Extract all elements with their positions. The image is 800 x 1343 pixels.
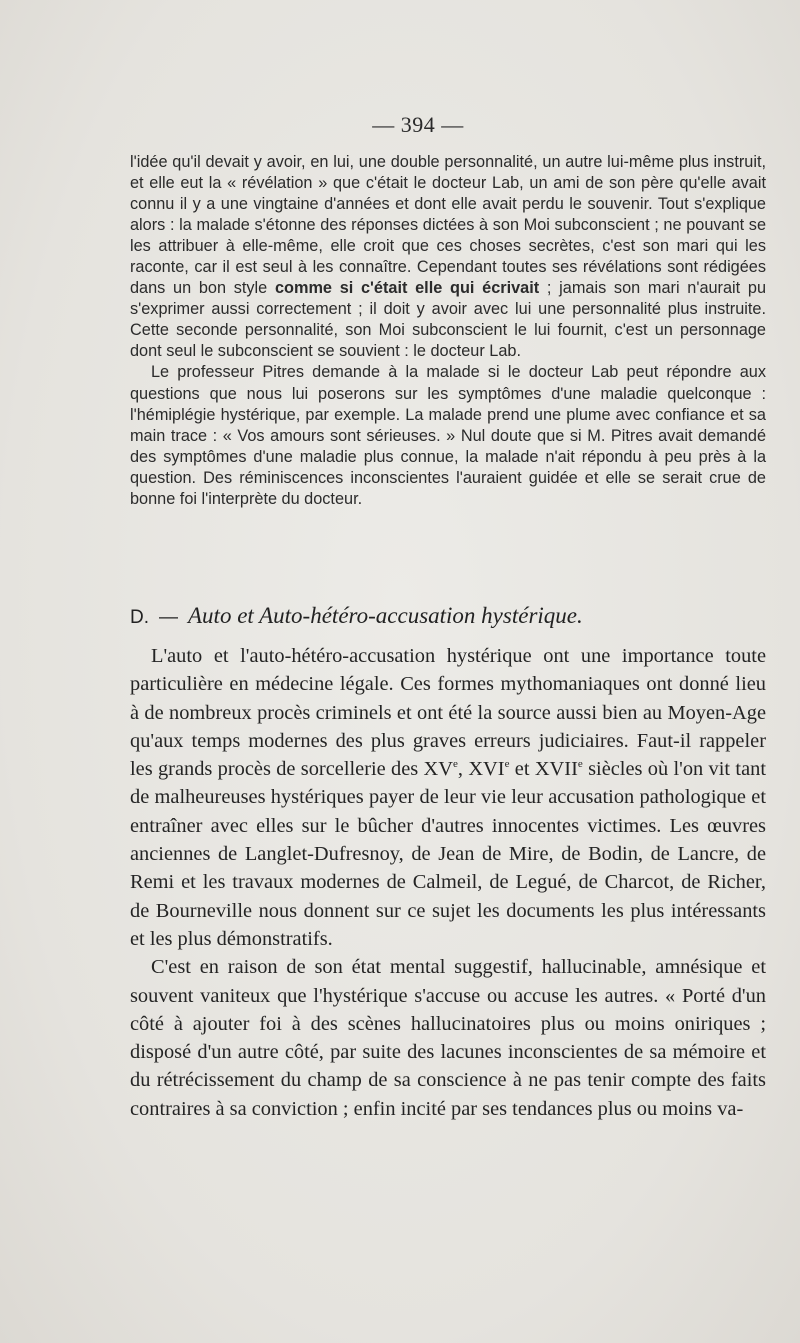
text-run: siècles où l'on vit tant de malheureuses hystériques payer de leur vie leur accusation pathologique et entraîner avec elles sur le bûcher d'autres innocentes victimes. Les œuvres anciennes de Langlet-Dufresnoy, de Jean de Mire, de Bodin, de Lancre, de Remi et les travaux modernes de Calmeil, de Legué, de Charcot, de Richer, de Bourneville nous donnent sur ce sujet les documents les plus intéressants et les plus démonstratifs.	[130, 758, 766, 950]
section-body	[130, 642, 766, 1123]
text-run: ; jamais son mari n'aurait pu s'exprimer aussi correctement ; il doit y avoir avec lui une personnalité plus instruite. Cette seconde personnalité, son Moi subconscient le lui fournit, c'est un personnage dont seul le subconscient se souvient : le docteur Lab.	[130, 279, 767, 361]
superscript: e	[504, 758, 510, 771]
paragraph-pitres-case-intro	[130, 152, 766, 362]
section-dash: —	[159, 607, 178, 628]
text-run: et XVII	[509, 758, 578, 781]
emphasized-text: comme si c'était elle qui écrivait	[274, 279, 540, 298]
section-letter: D.	[130, 607, 149, 628]
paragraph-legal-importance	[130, 642, 766, 953]
superscript: e	[453, 758, 458, 771]
text-run: L'auto et l'auto-hétéro-accusation hystérique ont une importance toute particulière en médecine légale. Ces formes mythomaniaques ont donné lieu à de nombreux procès criminels et ont été la source aussi bien au Moyen-Age qu'aux temps modernes des plus graves erreurs judiciaires. Faut-il rappeler les grands procès de sorcellerie des XV	[130, 645, 766, 781]
text-run: l'idée qu'il devait y avoir, en lui, une double personnalité, un autre lui-même plus instruit, et elle eut la « révélation » que c'était le docteur Lab, un ami de son père qu'elle avait connu il y a une vingtaine d'années et dont elle avait perdu le souvenir. Tout s'explique alors : la malade s'étonne des réponses dictées à son Moi subconscient ; ne pouvant se les attribuer à elle-même, elle croit que ces choses secrètes, c'est son mari qui les raconte, car il est seul à les connaître. Cependant toutes ses révélations sont rédigées dans un bon style	[130, 153, 766, 298]
paragraph-pitres-question	[130, 362, 766, 509]
text-run: , XVI	[457, 758, 505, 781]
superscript: e	[577, 758, 583, 771]
text-run: C'est en raison de son état mental suggestif, hallucinable, amnésique et souvent vaniteux que l'hystérique s'accuse ou accuse les autres. « Porté d'un côté à ajouter foi à des scènes hallucinatoires plus ou moins oniriques ; disposé d'un autre côté, par suite des lacunes inconscientes de sa mémoire et du rétrécissement du champ de sa conscience à ne pas tenir compte des faits contraires à sa conviction ; enfin incité par ses tendances plus ou moins va-	[130, 956, 766, 1120]
section-heading	[130, 603, 766, 629]
paragraph-mental-state	[130, 953, 766, 1123]
continued-text-block	[130, 152, 766, 510]
page-number: — 394 —	[372, 112, 464, 137]
section-title: Auto et Auto-hétéro-accusation hystérique.	[188, 603, 583, 628]
text-run: Le professeur Pitres demande à la malade si le docteur Lab peut répondre aux questions que nous lui poserons sur les symptômes d'une maladie quelconque : l'hémiplégie hystérique, par exemple. La malade prend une plume avec confiance et sa main trace : « Vos amours sont sérieuses. » Nul doute que si M. Pitres avait demandé des symptômes d'une maladie plus connue, la malade n'ait répondu à peu près à la question. Des réminiscences inconscientes l'auraient guidée et elle se serait crue de bonne foi l'interprète du docteur.	[130, 363, 766, 508]
